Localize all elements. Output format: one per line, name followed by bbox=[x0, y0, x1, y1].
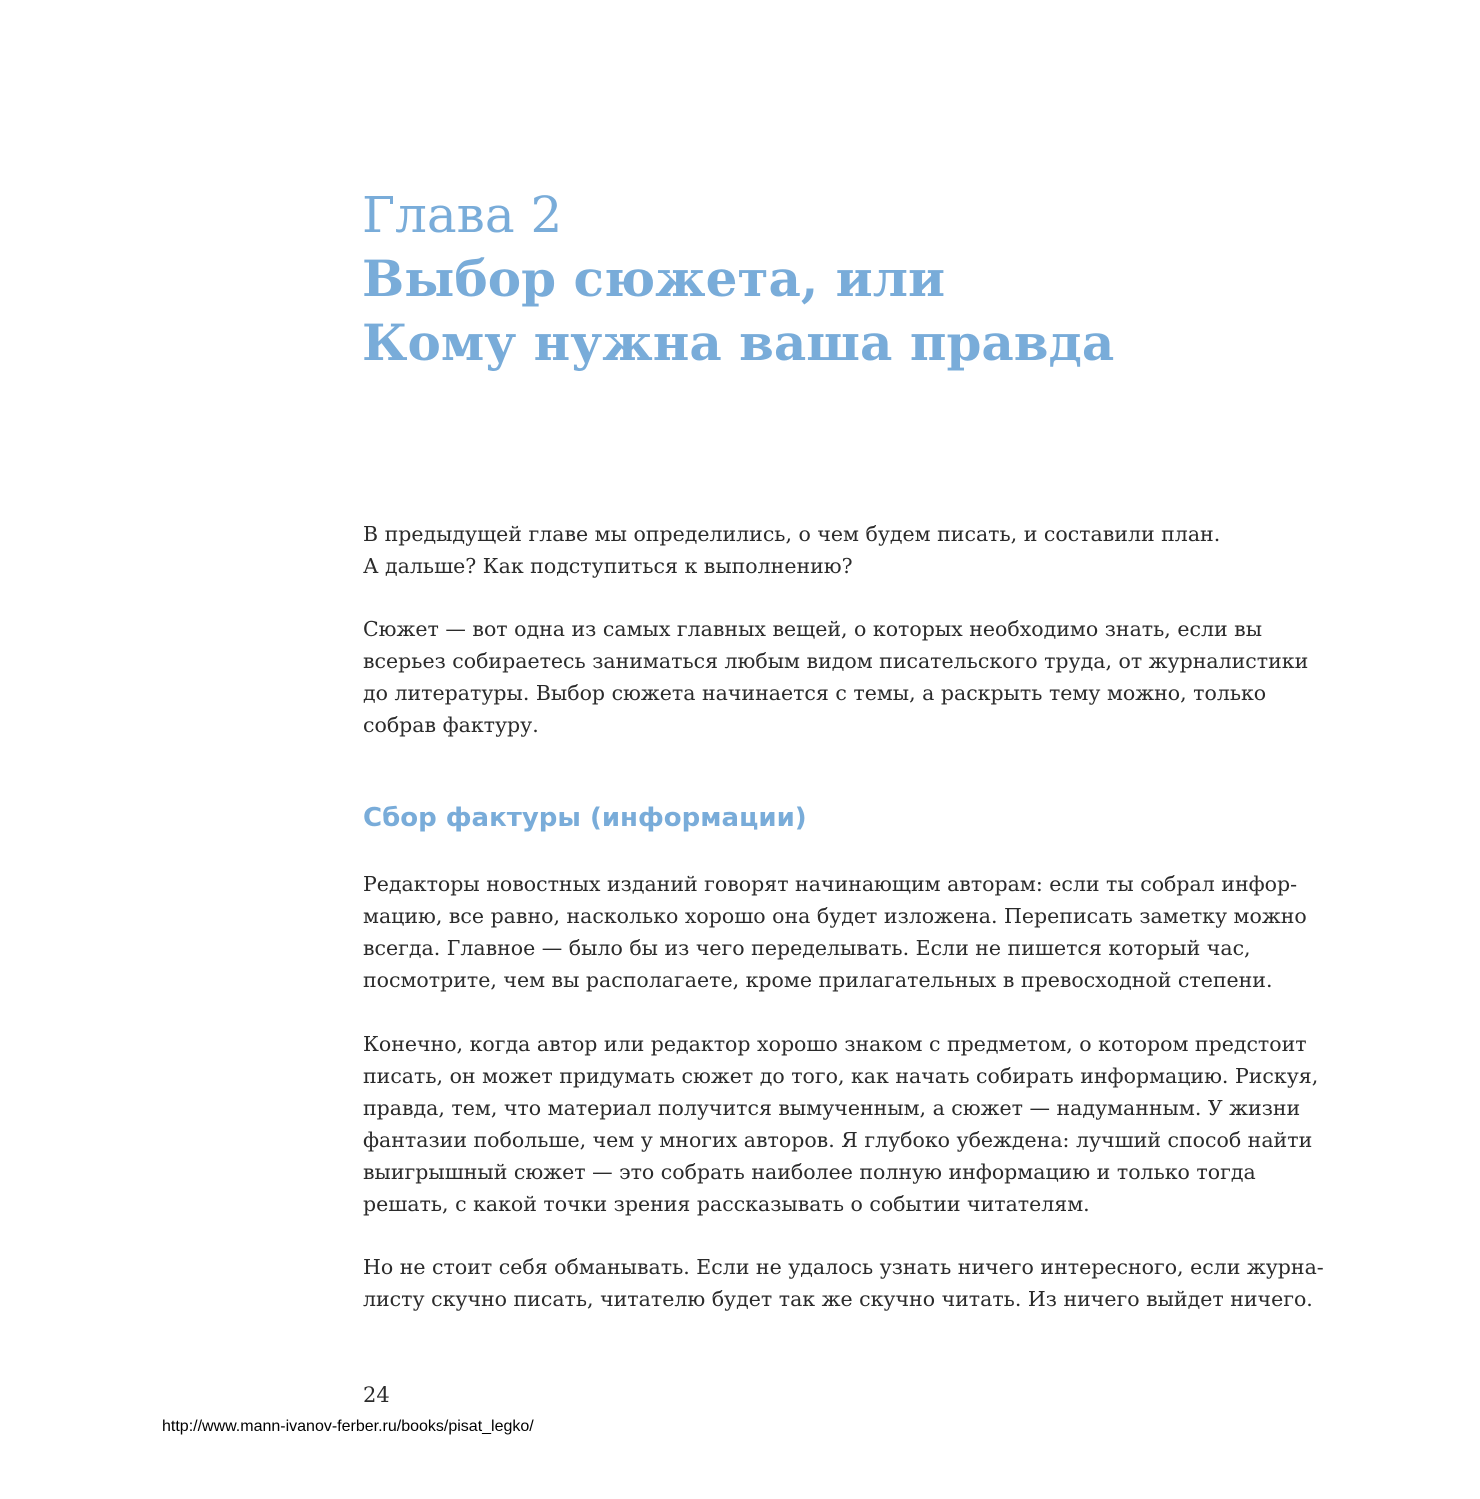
chapter-title bbox=[362, 247, 1114, 375]
section-paragraph-2 bbox=[363, 1028, 1343, 1220]
text-line: листу скучно писать, читателю будет так же скучно читать. Из ничего выйдет ничего. bbox=[363, 1287, 1313, 1311]
text-line: фантазии побольше, чем у многих авторов. Я глубоко убеждена: лучший способ найти bbox=[363, 1128, 1313, 1152]
text-line: писать, он может придумать сюжет до того, как начать собирать информацию. Рискуя, bbox=[363, 1064, 1319, 1088]
source-url[interactable]: http://www.mann-ivanov-ferber.ru/books/pisat_legko/ bbox=[162, 1418, 534, 1435]
page-number: 24 bbox=[363, 1383, 390, 1407]
text-line: правда, тем, что материал получится вымученным, а сюжет — надуманным. У жизни bbox=[363, 1096, 1301, 1120]
text-line: Конечно, когда автор или редактор хорошо знаком с предметом, о котором предстоит bbox=[363, 1032, 1307, 1056]
text-line: до литературы. Выбор сюжета начинается с темы, а раскрыть тему можно, только bbox=[363, 681, 1267, 705]
chapter-number: Глава 2 bbox=[362, 186, 563, 244]
chapter-title-line: Выбор сюжета, или bbox=[362, 249, 946, 308]
section-paragraph-1 bbox=[363, 868, 1343, 996]
intro-paragraph-2 bbox=[363, 613, 1343, 741]
text-line: А дальше? Как подступиться к выполнению? bbox=[363, 554, 853, 578]
text-line: всерьез собираетесь заниматься любым видом писательского труда, от журналистики bbox=[363, 649, 1309, 673]
text-line: собрав фактуру. bbox=[363, 713, 539, 737]
section-paragraph-3 bbox=[363, 1251, 1343, 1315]
text-line: всегда. Главное — было бы из чего переделывать. Если не пишется который час, bbox=[363, 936, 1251, 960]
text-line: Сюжет — вот одна из самых главных вещей, о которых необходимо знать, если вы bbox=[363, 617, 1263, 641]
text-line: мацию, все равно, насколько хорошо она будет изложена. Переписать заметку можно bbox=[363, 904, 1307, 928]
section-heading: Сбор фактуры (информации) bbox=[363, 803, 807, 833]
text-line: Редакторы новостных изданий говорят начинающим авторам: если ты собрал инфор- bbox=[363, 872, 1298, 896]
text-line: В предыдущей главе мы определились, о чем будем писать, и составили план. bbox=[363, 522, 1221, 546]
text-line: выигрышный сюжет — это собрать наиболее полную информацию и только тогда bbox=[363, 1160, 1256, 1184]
intro-paragraph-1 bbox=[363, 518, 1343, 582]
chapter-title-line: Кому нужна ваша правда bbox=[362, 313, 1115, 372]
text-line: решать, с какой точки зрения рассказывать о событии читателям. bbox=[363, 1192, 1090, 1216]
text-line: посмотрите, чем вы располагаете, кроме прилагательных в превосходной степени. bbox=[363, 968, 1273, 992]
text-line: Но не стоит себя обманывать. Если не удалось узнать ничего интересного, если журна- bbox=[363, 1255, 1324, 1279]
